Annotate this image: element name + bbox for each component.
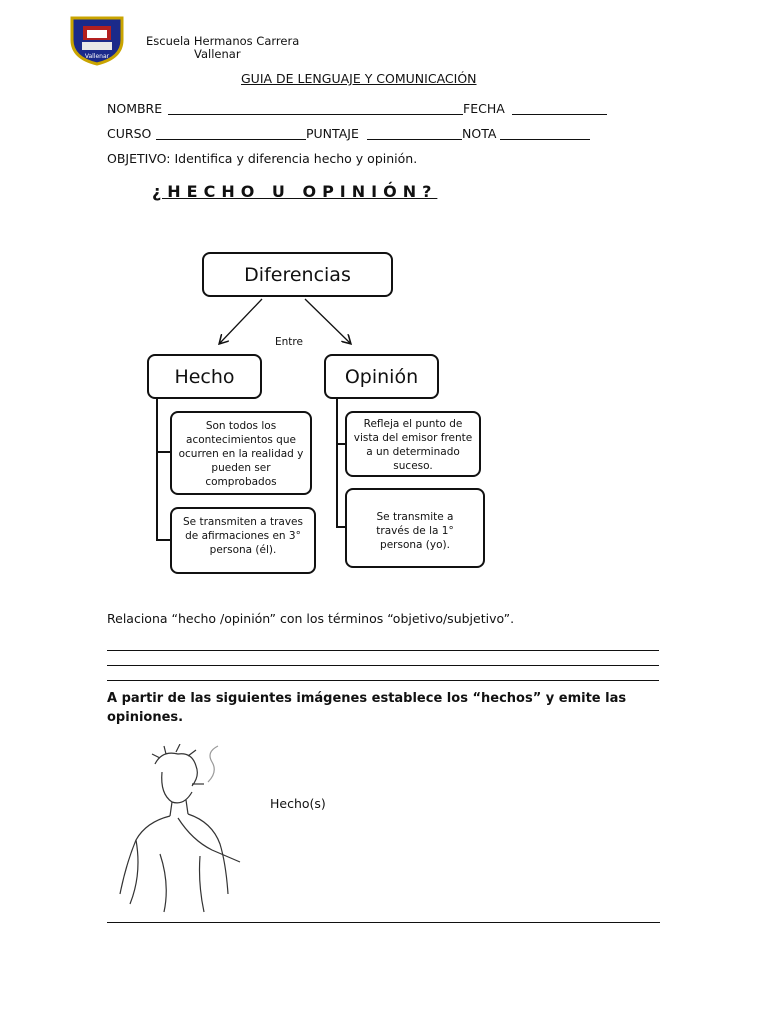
diagram-left-item-box	[170, 411, 312, 495]
answer-line[interactable]	[107, 665, 659, 666]
diagram-left-item-box	[170, 507, 316, 574]
diagram-right-item-box	[345, 411, 481, 477]
section-title: ¿HECHO U OPINIÓN?	[152, 182, 438, 201]
diagram-left-item-text: Son todos los acontecimientos que ocurren en la realidad y pueden ser comprobados	[178, 420, 304, 488]
boy-sketch-image	[100, 744, 260, 914]
question-text: Relaciona “hecho /opinión” con los términos “objetivo/subjetivo”.	[107, 611, 515, 626]
field-fecha-label: FECHA	[463, 101, 505, 116]
diagram-left-header: Hecho	[174, 365, 235, 388]
school-city: Vallenar	[194, 47, 241, 61]
diagram-root-label: Diferencias	[244, 263, 351, 286]
page-title: GUIA DE LENGUAJE Y COMUNICACIÓN	[241, 71, 477, 86]
diagram-left-item-text: Se transmiten a traves de afirmaciones en 3° persona (él).	[183, 516, 303, 556]
field-curso-label: CURSO	[107, 126, 152, 141]
answer-line[interactable]	[107, 650, 659, 651]
diagram-right-item-box	[345, 488, 485, 568]
diagram-left-header-box	[147, 354, 262, 399]
svg-text:Vallenar: Vallenar	[84, 53, 110, 60]
objective-text: OBJETIVO: Identifica y diferencia hecho y opinión.	[107, 151, 418, 166]
answer-line[interactable]	[107, 922, 660, 923]
instruction-text: A partir de las siguientes imágenes establece los “hechos” y emite las opiniones.	[107, 691, 627, 725]
field-nombre-label: NOMBRE	[107, 101, 163, 116]
field-nota-label: NOTA	[462, 126, 497, 141]
diagram-right-item-text: Se transmite a través de la 1° persona (yo).	[376, 511, 454, 551]
diagram-right-header-box	[324, 354, 439, 399]
field-puntaje-label: PUNTAJE	[306, 126, 359, 141]
image-label: Hecho(s)	[270, 796, 326, 811]
diagram-right-item-text: Refleja el punto de vista del emisor frente a un determinado suceso.	[353, 418, 473, 472]
school-name: Escuela Hermanos Carrera	[146, 34, 300, 48]
answer-line[interactable]	[107, 680, 659, 681]
diagram-between-label: Entre	[275, 336, 303, 348]
diagram-right-header: Opinión	[344, 365, 419, 388]
